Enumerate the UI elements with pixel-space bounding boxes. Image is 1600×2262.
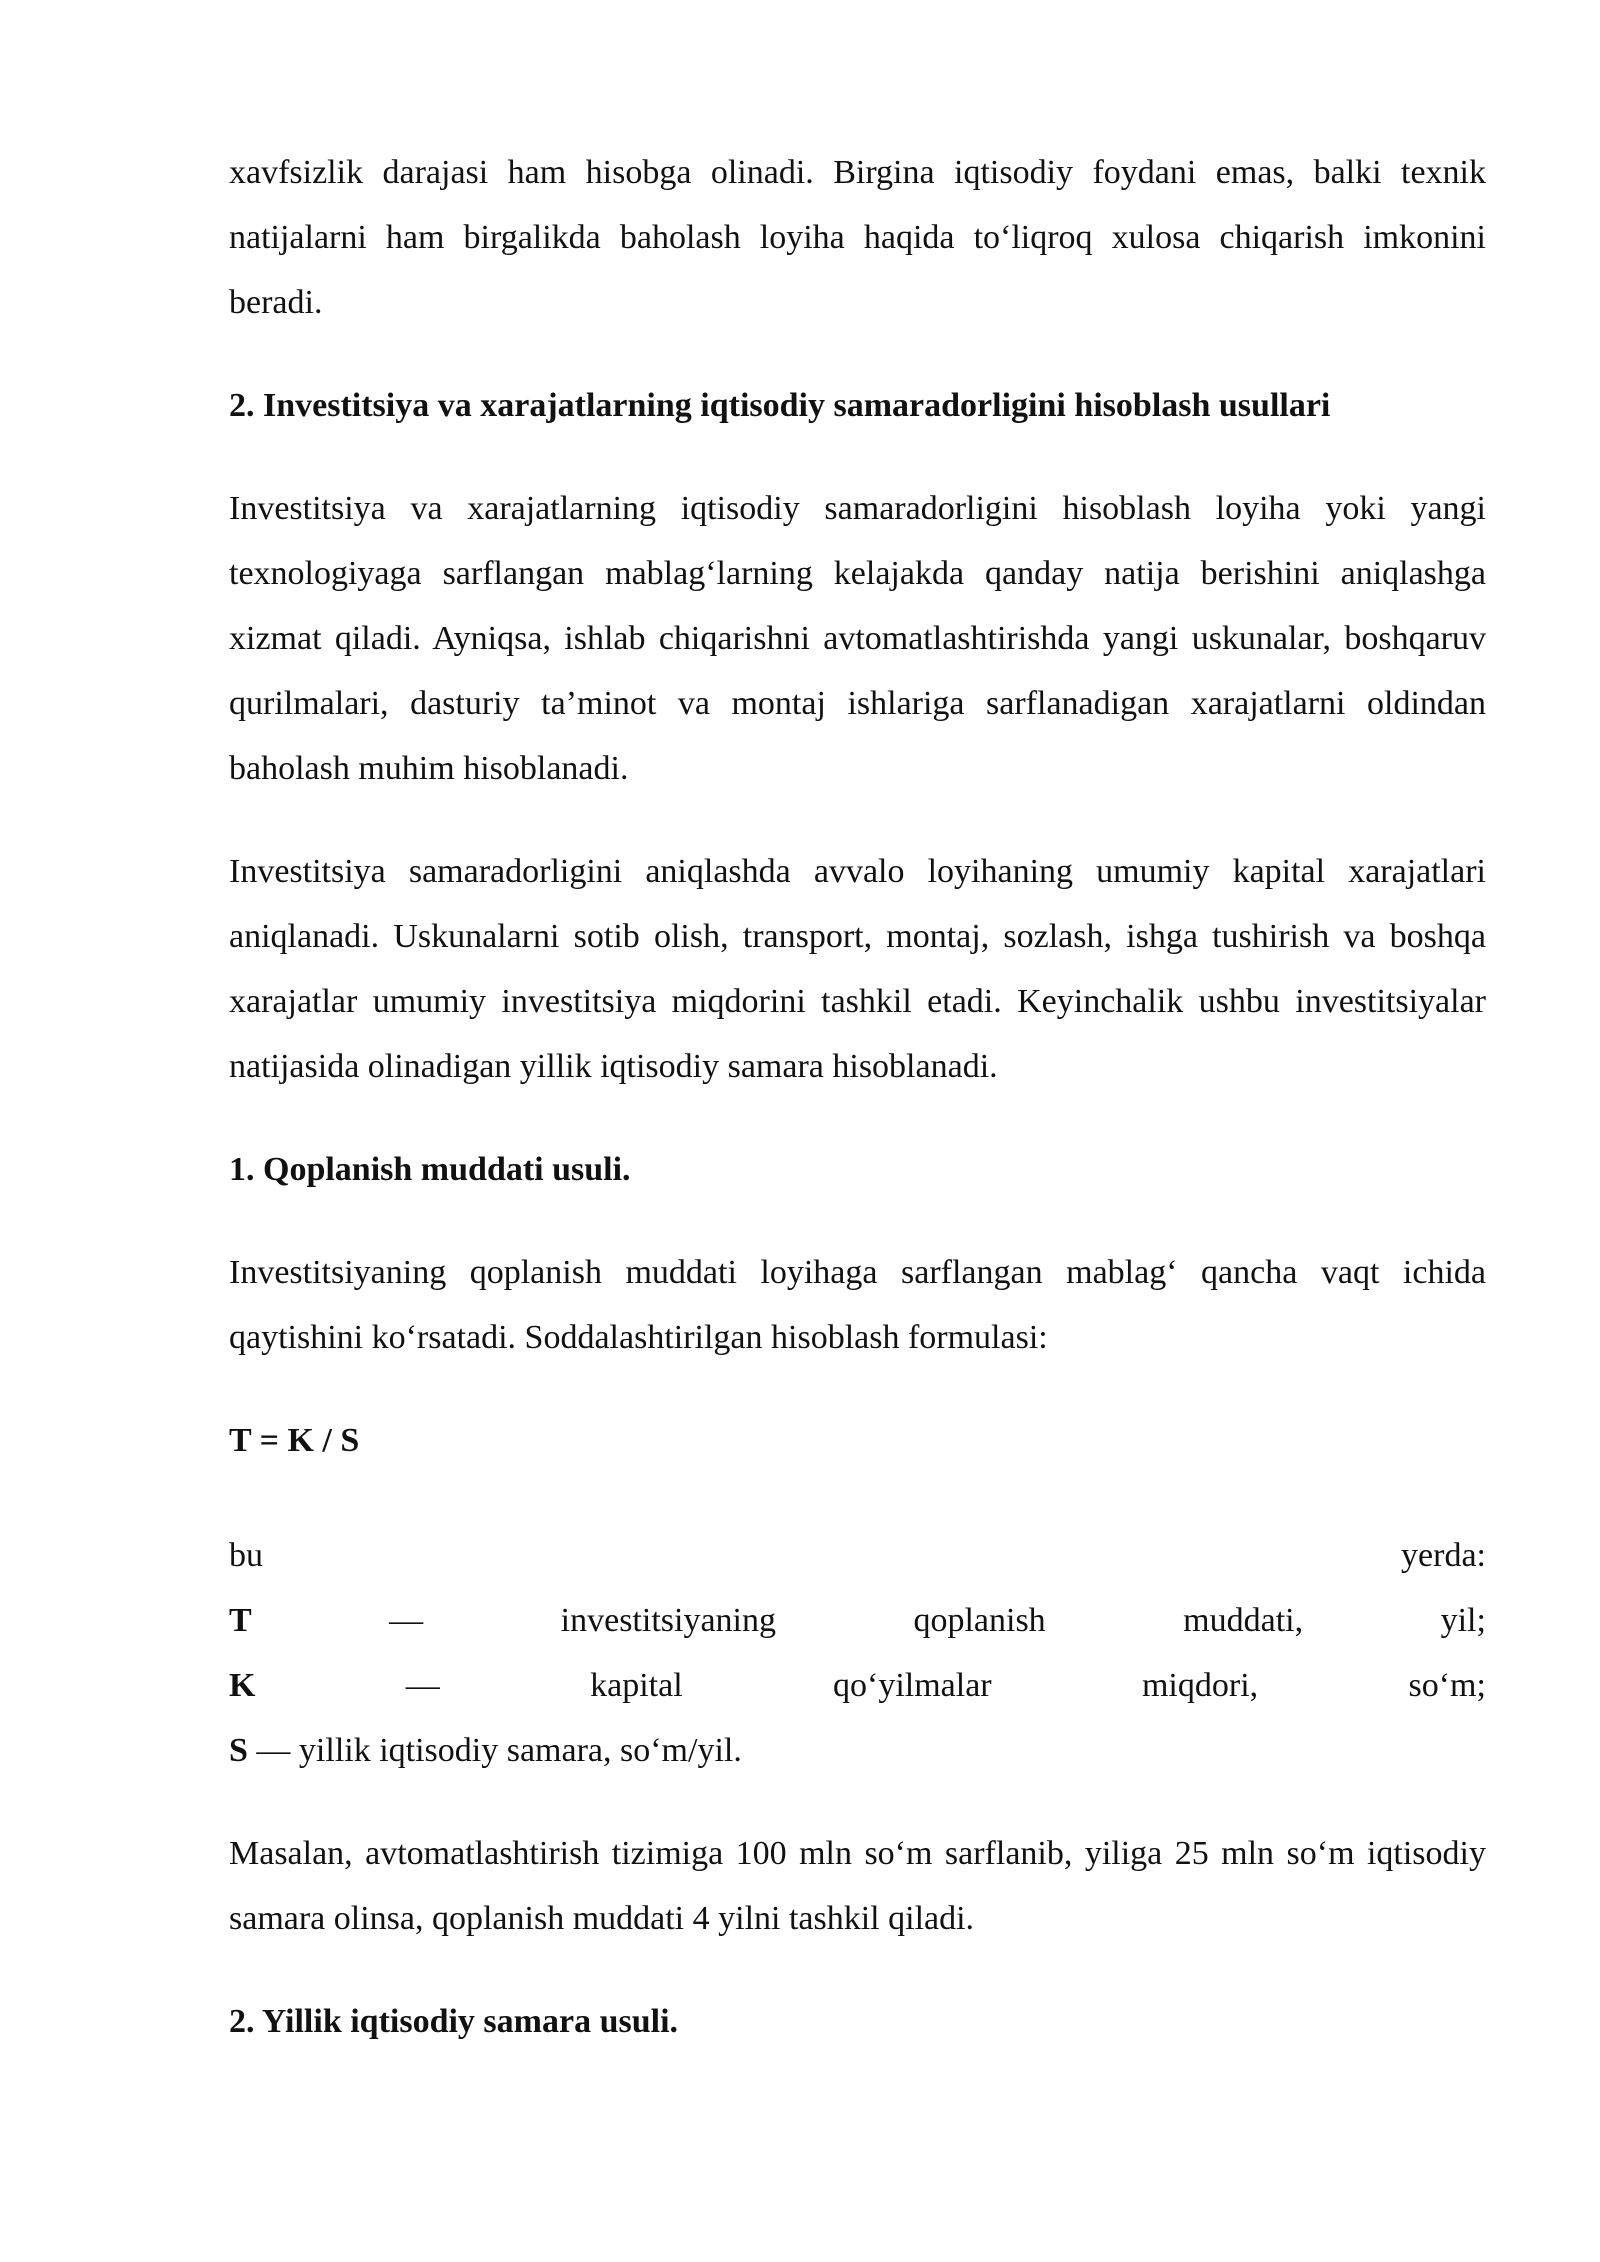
variable-word: yil; xyxy=(1440,1602,1486,1639)
variable-dash: — xyxy=(389,1602,424,1639)
intro-paragraph: xavfsizlik darajasi ham hisobga olinadi. Birgina iqtisodiy foydani emas, balki texnik natijalarni ham birgalikda baholash loyiha haqida to‘liqroq xulosa chiqarish imkonini beradi. xyxy=(229,154,1486,321)
method-2-heading: 2. Yillik iqtisodiy samara usuli. xyxy=(229,2003,679,2040)
section-paragraph-2: Investitsiya samaradorligini aniqlashda avvalo loyihaning umumiy kapital xarajatlari aniqlanadi. Uskunalarni sotib olish, transport, montaj, sozlash, ishga tushirish va boshqa xarajatlar umumiy investitsiya miqdorini tashkil etadi. Keyinchalik ushbu investitsiyalar natijasida olinadigan yillik iqtisodiy samara hisoblanadi. xyxy=(229,853,1486,1085)
example-paragraph: Masalan, avtomatlashtirish tizimiga 100 mln so‘m sarflanib, yiliga 25 mln so‘m iqtisodiy samara olinsa, qoplanish muddati 4 yilni tashkil qiladi. xyxy=(229,1835,1486,1937)
variable-description: — yillik iqtisodiy samara, so‘m/yil. xyxy=(247,1732,742,1769)
variable-word: kapital xyxy=(590,1667,683,1704)
variable-word: miqdori, xyxy=(1141,1667,1259,1704)
where-left: bu xyxy=(229,1537,263,1574)
variable-line-s xyxy=(229,1718,1486,1783)
variable-symbol: T xyxy=(229,1602,252,1639)
variable-symbol: S xyxy=(229,1732,248,1769)
section-paragraph-1: Investitsiya va xarajatlarning iqtisodiy samaradorligini hisoblash loyiha yoki yangi texnologiyaga sarflangan mablag‘larning kelajakda qanday natija berishini aniqlashga xizmat qiladi. Ayniqsa, ishlab chiqarishni avtomatlashtirishda yangi uskunalar, boshqaruv qurilmalari, dasturiy ta’minot va montaj ishlariga sarflanadigan xarajatlarni oldindan baholash muhim hisoblanadi. xyxy=(229,490,1486,787)
variable-line-k xyxy=(229,1653,1486,1718)
variable-word: muddati, xyxy=(1183,1602,1304,1639)
section-heading: 2. Investitsiya va xarajatlarning iqtisodiy samaradorligini hisoblash usullari xyxy=(229,387,1331,424)
variable-word: qoplanish xyxy=(913,1602,1046,1639)
where-right: yerda: xyxy=(1401,1537,1486,1574)
variable-line-t xyxy=(229,1588,1486,1653)
variable-symbol: K xyxy=(229,1667,256,1704)
method-1-paragraph: Investitsiyaning qoplanish muddati loyihaga sarflangan mablag‘ qancha vaqt ichida qaytishini ko‘rsatadi. Soddalashtirilgan hisoblash formulasi: xyxy=(229,1254,1486,1356)
document-page xyxy=(229,140,1486,2092)
payback-formula: T = K / S xyxy=(229,1422,360,1459)
variable-dash: — xyxy=(405,1667,440,1704)
variable-word: so‘m; xyxy=(1408,1667,1486,1704)
method-1-heading: 1. Qoplanish muddati usuli. xyxy=(229,1151,631,1188)
where-line xyxy=(229,1523,1486,1588)
variable-word: investitsiyaning xyxy=(560,1602,776,1639)
variable-word: qo‘yilmalar xyxy=(833,1667,992,1704)
